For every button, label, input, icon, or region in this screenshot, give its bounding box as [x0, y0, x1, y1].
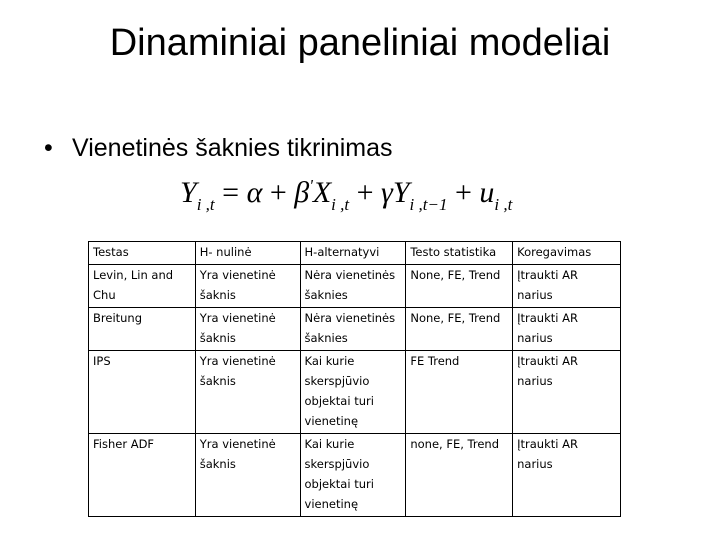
table-cell: Breitung	[89, 308, 196, 351]
formula-plus-1: +	[269, 176, 287, 209]
slide-title: Dinaminiai paneliniai modeliai	[109, 22, 611, 64]
header-cell: H-alternatyvi	[300, 242, 406, 265]
bullet-item	[44, 134, 393, 163]
formula-y-lag-sub: i ,t−1	[409, 195, 448, 214]
table-cell: Yra vienetinė šaknis	[195, 308, 300, 351]
table-cell: Įtraukti AR narius	[513, 351, 621, 434]
table-cell: Įtraukti AR narius	[513, 308, 621, 351]
table-cell: Yra vienetinė šaknis	[195, 351, 300, 434]
table-cell: Fisher ADF	[89, 434, 196, 517]
table-cell: Įtraukti AR narius	[513, 434, 621, 517]
table-cell: None, FE, Trend	[406, 308, 513, 351]
formula-y-lag: Y	[392, 176, 410, 209]
formula-alpha: α	[246, 176, 263, 209]
table-cell: Kai kurie skerspjūvio objektai turi vienetinę	[300, 434, 406, 517]
header-cell: Testas	[89, 242, 196, 265]
header-cell: Koregavimas	[513, 242, 621, 265]
unit-root-tests-table	[88, 241, 621, 517]
bullet-text: Vienetinės šaknies tikrinimas	[72, 134, 393, 162]
formula-u-sub: i ,t	[494, 195, 513, 214]
formula-beta: β	[294, 176, 310, 209]
formula-lhs-sub: i ,t	[196, 195, 215, 214]
table-row	[89, 434, 621, 517]
table-cell: None, FE, Trend	[406, 265, 513, 308]
table-row	[89, 308, 621, 351]
formula-plus-3: +	[454, 176, 472, 209]
formula-plus-2: +	[356, 176, 374, 209]
table-cell: Įtraukti AR narius	[513, 265, 621, 308]
table-cell: Nėra vienetinės šaknies	[300, 265, 406, 308]
table-cell: Yra vienetinė šaknis	[195, 434, 300, 517]
bullet-dot-icon: •	[44, 134, 53, 162]
table-cell: Levin, Lin and Chu	[89, 265, 196, 308]
formula-x-sub: i ,t	[331, 195, 350, 214]
header-cell: Testo statistika	[406, 242, 513, 265]
table-cell: Kai kurie skerspjūvio objektai turi vienetinę	[300, 351, 406, 434]
formula-equals: =	[222, 176, 240, 209]
table-header-row	[89, 242, 621, 265]
formula-lhs: Y	[180, 176, 197, 209]
formula-gamma: γ	[381, 176, 393, 209]
table-row	[89, 265, 621, 308]
table-cell: IPS	[89, 351, 196, 434]
header-cell: H- nulinė	[195, 242, 300, 265]
regression-formula	[180, 176, 512, 215]
formula-u: u	[479, 176, 495, 209]
formula-beta-prime: '	[309, 176, 313, 195]
table-cell: Yra vienetinė šaknis	[195, 265, 300, 308]
table-cell: Nėra vienetinės šaknies	[300, 308, 406, 351]
formula-x: X	[312, 176, 332, 209]
table-row	[89, 351, 621, 434]
table-cell: none, FE, Trend	[406, 434, 513, 517]
table-cell: FE Trend	[406, 351, 513, 434]
